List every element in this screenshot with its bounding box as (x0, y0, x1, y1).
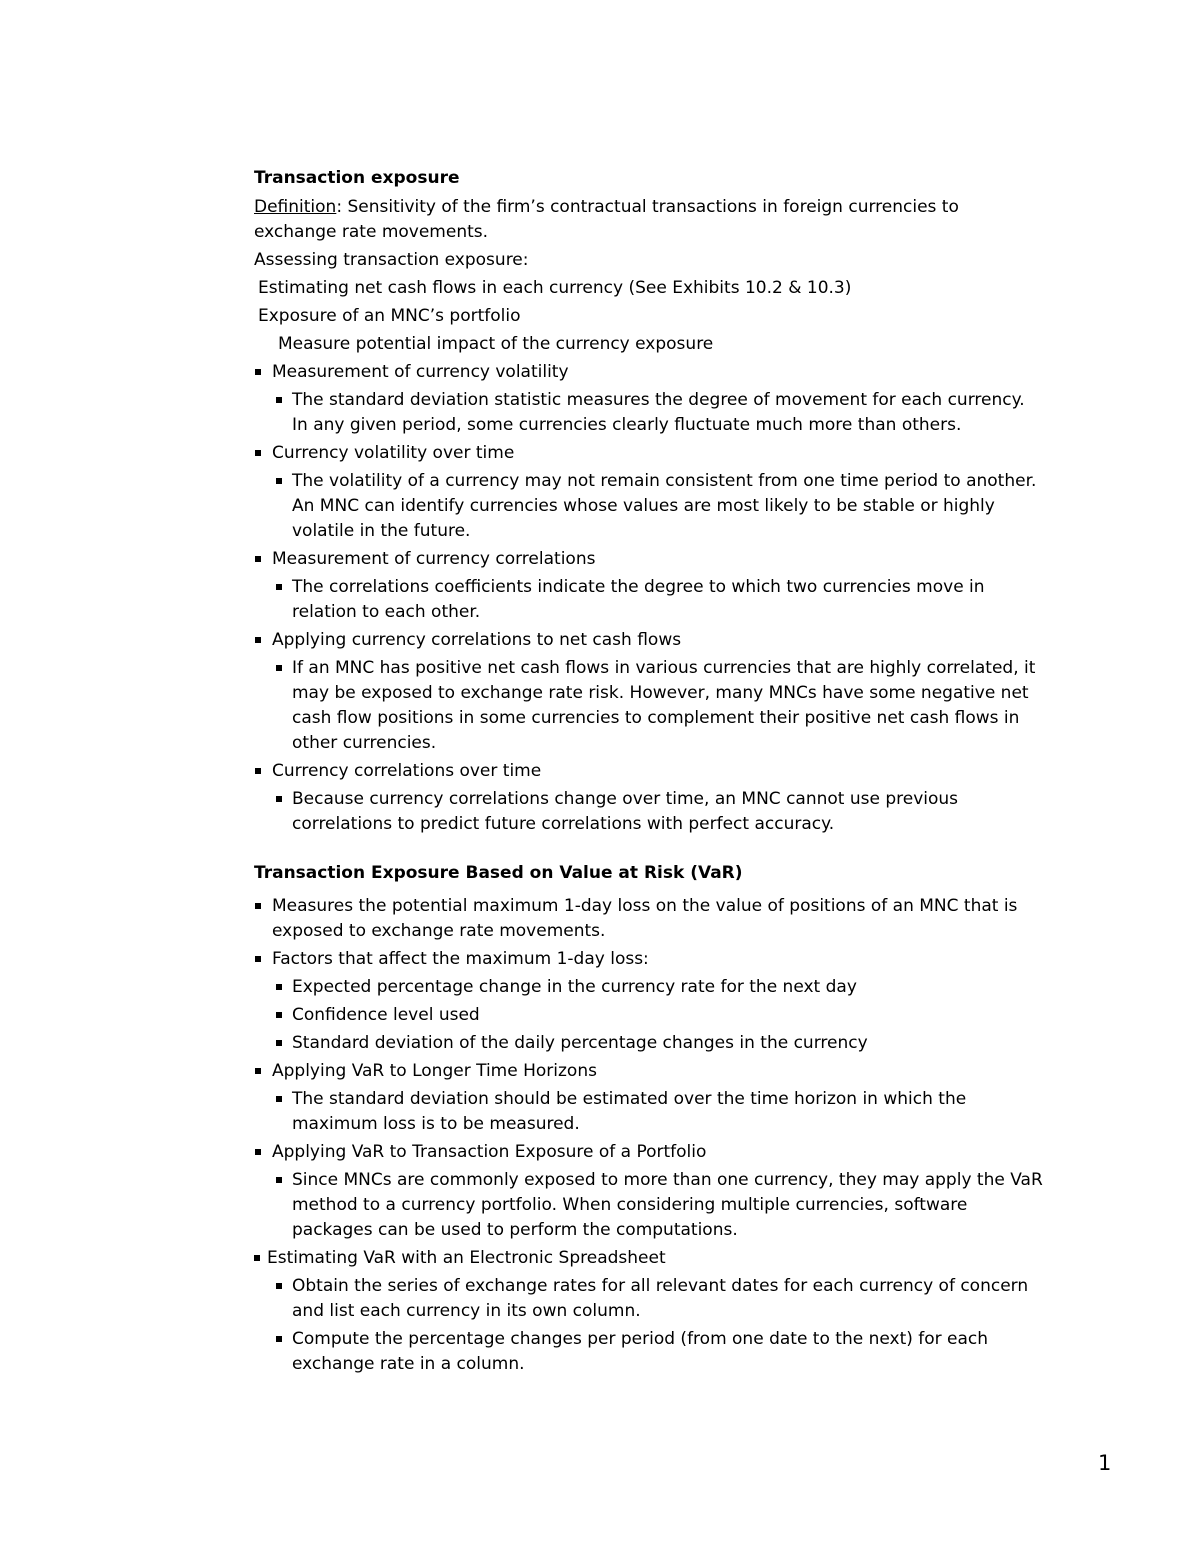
square-bullet-icon (255, 369, 261, 375)
page-number: 1 (1098, 1451, 1112, 1475)
sub-bullet-item (254, 975, 1044, 1000)
bullet-item (254, 441, 1044, 466)
bullet-label: Estimating VaR with an Electronic Spreadsheet (267, 1248, 666, 1268)
square-bullet-icon (276, 1012, 282, 1018)
bullet-label: Measures the potential maximum 1-day loss on the value of positions of an MNC that is exposed to exchange rate movements. (272, 896, 1018, 941)
sub-bullet-text: The standard deviation statistic measures the degree of movement for each currency. In any given period, some currencies clearly fluctuate much more than others. (292, 390, 1025, 435)
measure-line: Measure potential impact of the currency exposure (278, 334, 714, 354)
square-bullet-icon (255, 637, 261, 643)
sub-bullet-text: Expected percentage change in the currency rate for the next day (292, 977, 857, 997)
sub-bullet-text: Compute the percentage changes per period (from one date to the next) for each exchange rate in a column. (292, 1329, 989, 1374)
sub-bullet-text: Standard deviation of the daily percentage changes in the currency (292, 1033, 868, 1053)
square-bullet-icon (255, 1149, 261, 1155)
bullet-label: Applying VaR to Transaction Exposure of a Portfolio (272, 1142, 707, 1162)
document-page (254, 166, 1044, 1377)
bullet-item (254, 759, 1044, 784)
bullet-item (254, 360, 1044, 385)
square-bullet-icon (276, 665, 282, 671)
bullet-item (254, 1246, 1044, 1271)
bullet-item (254, 947, 1044, 972)
sub-bullet-item (254, 1003, 1044, 1028)
bullet-label: Measurement of currency volatility (272, 362, 569, 382)
square-bullet-icon (255, 556, 261, 562)
sub-bullet-item (254, 656, 1044, 756)
sub-bullet-text: The correlations coefficients indicate the degree to which two currencies move in relation to each other. (292, 577, 985, 622)
section-title-transaction-exposure: Transaction exposure (254, 168, 460, 188)
bullet-item (254, 1059, 1044, 1084)
assessing-line: Assessing transaction exposure: (254, 250, 529, 270)
sub-bullet-item (254, 388, 1044, 438)
square-bullet-icon (276, 584, 282, 590)
sub-bullet-text: If an MNC has positive net cash flows in various currencies that are highly correlated, it may be exposed to exchange rate risk. However, many MNCs have some negative net cash flow positions in some currencies to complement their positive net cash flows in other currencies. (292, 658, 1036, 753)
sub-bullet-item (254, 1168, 1044, 1243)
exposure-line: Exposure of an MNC’s portfolio (258, 306, 521, 326)
square-bullet-icon (276, 1040, 282, 1046)
sub-bullet-text: The volatility of a currency may not remain consistent from one time period to another. An MNC can identify currencies whose values are most likely to be stable or highly volatile in the future. (292, 471, 1037, 541)
square-bullet-icon (255, 903, 261, 909)
estimating-line: Estimating net cash flows in each currency (See Exhibits 10.2 & 10.3) (258, 278, 852, 298)
square-bullet-icon (276, 796, 282, 802)
sub-bullet-item (254, 1087, 1044, 1137)
section-title-var: Transaction Exposure Based on Value at Risk (VaR) (254, 863, 743, 883)
sub-bullet-item (254, 1274, 1044, 1324)
bullet-item (254, 894, 1044, 944)
definition-paragraph (254, 195, 1044, 245)
bullet-label: Applying VaR to Longer Time Horizons (272, 1061, 597, 1081)
sub-bullet-text: Confidence level used (292, 1005, 480, 1025)
bullet-item (254, 628, 1044, 653)
sub-bullet-item (254, 787, 1044, 837)
sub-bullet-item (254, 469, 1044, 544)
sub-bullet-text: Because currency correlations change over time, an MNC cannot use previous correlations to predict future correlations with perfect accuracy. (292, 789, 959, 834)
square-bullet-icon (276, 1096, 282, 1102)
sub-bullet-item (254, 575, 1044, 625)
sub-bullet-text: The standard deviation should be estimated over the time horizon in which the maximum loss is to be measured. (292, 1089, 967, 1134)
square-bullet-icon (255, 450, 261, 456)
definition-label: Definition (254, 197, 337, 217)
square-bullet-icon (276, 984, 282, 990)
square-bullet-icon (276, 397, 282, 403)
square-bullet-icon (276, 1283, 282, 1289)
bullet-label: Currency correlations over time (272, 761, 542, 781)
square-bullet-icon (255, 956, 261, 962)
square-bullet-icon (254, 1255, 260, 1261)
square-bullet-icon (255, 1068, 261, 1074)
sub-bullet-text: Obtain the series of exchange rates for all relevant dates for each currency of concern and list each currency in its own column. (292, 1276, 1029, 1321)
sub-bullet-text: Since MNCs are commonly exposed to more than one currency, they may apply the VaR method to a currency portfolio. When considering multiple currencies, software packages can be used to perform the computations. (292, 1170, 1043, 1240)
bullet-item (254, 1140, 1044, 1165)
bullet-label: Applying currency correlations to net cash flows (272, 630, 682, 650)
square-bullet-icon (255, 768, 261, 774)
bullet-label: Currency volatility over time (272, 443, 515, 463)
bullet-item (254, 547, 1044, 572)
definition-text: : Sensitivity of the firm’s contractual transactions in foreign currencies to exchange rate movements. (254, 197, 959, 242)
square-bullet-icon (276, 478, 282, 484)
sub-bullet-item (254, 1031, 1044, 1056)
bullet-label: Measurement of currency correlations (272, 549, 596, 569)
bullet-label: Factors that affect the maximum 1-day loss: (272, 949, 649, 969)
square-bullet-icon (276, 1177, 282, 1183)
square-bullet-icon (276, 1336, 282, 1342)
sub-bullet-item (254, 1327, 1044, 1377)
